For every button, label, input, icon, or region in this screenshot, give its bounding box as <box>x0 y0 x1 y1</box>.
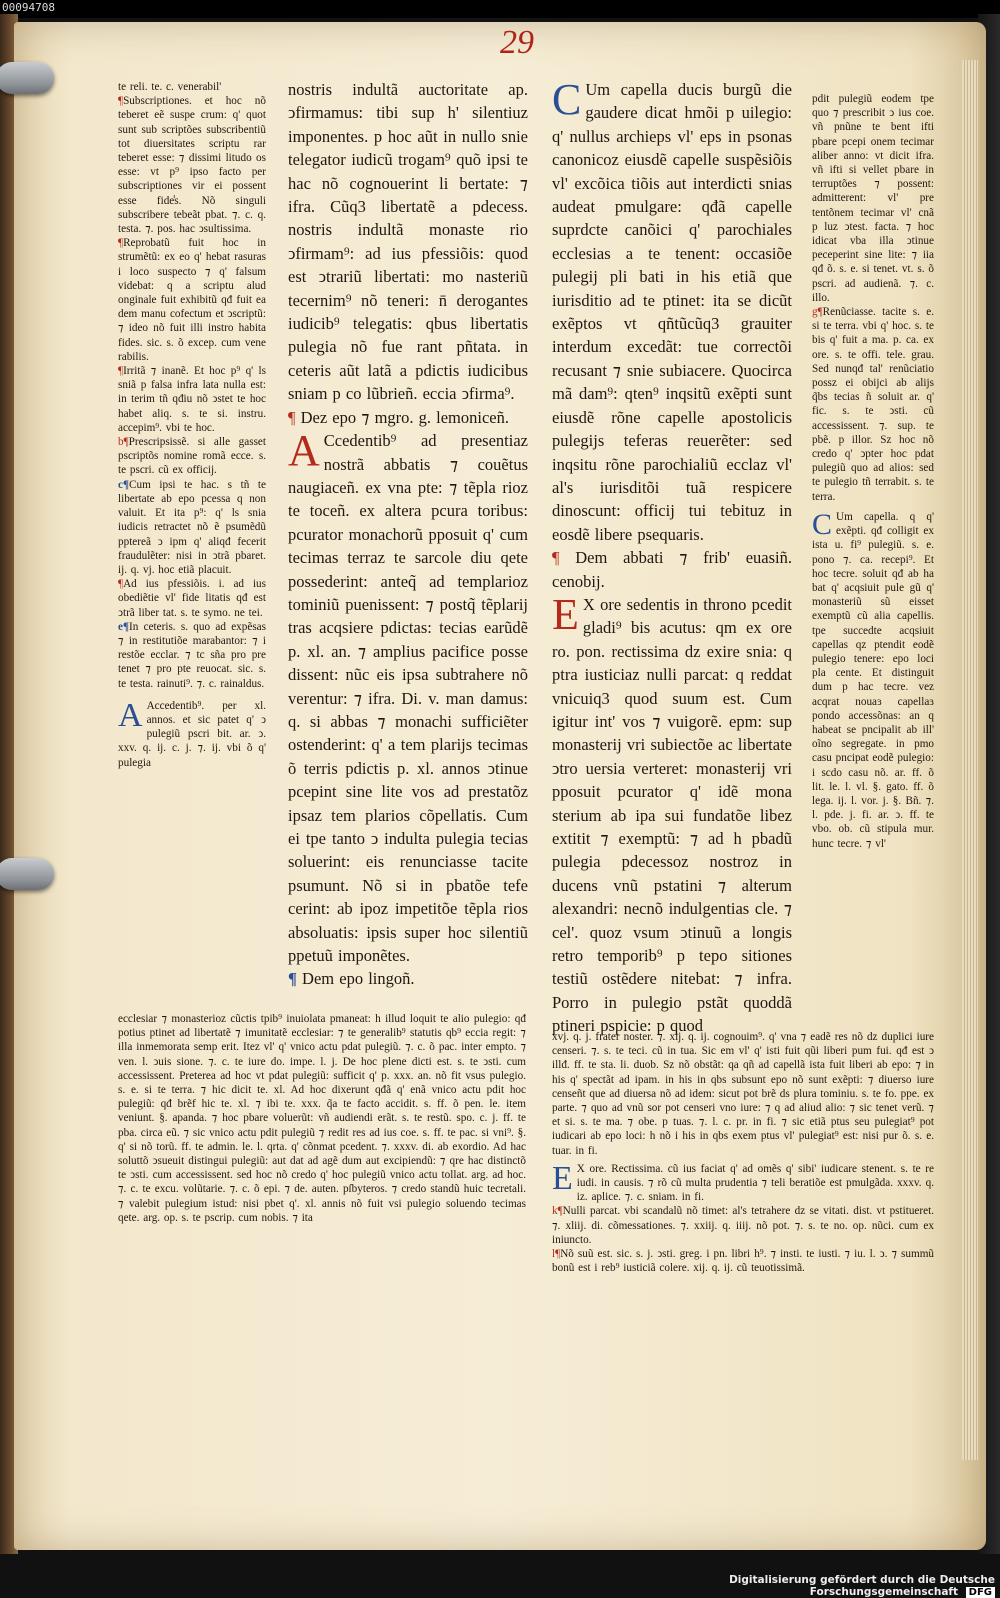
main-text-paragraph: A Ccedentib⁹ ad presentiaz nostrã abbatis ⁊ couẽtus naugiaceñ. ex vna pte: ⁊ tẽpla rioz te toceñ. ex altera pcura toribus: pcurator monachorũ pposuit q' cum tecimas terraz te sarcole diu qete possederint: anteq̃ ad templarioz tominiũ puenissent: ⁊ postq̃ tẽplarij tras acqsiere pdictas: tecias earũdẽ p. xl. an. ⁊ amplius pacifice posse dissent: nũc eis ipsa subtrahere nõ verentur: ⁊ ifra. Di. v. man damus: q. si abbas ⁊ monachi sufficiẽter ostenderint: q' a tem plarijs tecimas õ terris pdictis p. xl. annos ↄtinue pcepint sine lite vos ad prestatõz ipsaz tem plarios cõpellatis. Cum ei tpe tanto ↄ indulta pulegia tecias soluerint: eis renunciasse tacite psumunt. Nõ si in pbatõe tefe cerint: ab ipoz impetitõe tẽpla rios absoluatis: ipsis super hoc silentiũ ppetuũ imponẽtes. <box>288 426 528 966</box>
gloss-paragraph: c¶Cum ipsi te hac. s tñ te libertate ab epo pcessa q non valuit. Et ita p⁹: q' ls snia iudicis retractet nõ ẽ psumẽdũ pptereã ↄ ipm q' aliqđ fecerit fraudulẽter: nisi in ↄtrã pbaret. ij. q. vj. hoc etiã placuit. <box>118 478 266 576</box>
lower-clasp <box>0 858 54 890</box>
gloss-paragraph: b¶Prescripsissẽ. si alle gasset pscriptõs nomine romã ecce. s. te pscri. cũ ex officij. <box>118 436 266 477</box>
main-text-column-1 <box>288 78 528 991</box>
main-text-paragraph: nostris indultã auctoritate ap. ↄfirmamus: tibi sup h' silentiuz imponentes. p hoc aũt in nullo snie telegator iudicũ trogam⁹ quõ ipsi te hac nõ cognouerint li bertate: ⁊ ifra. Cũq3 libertatẽ a pdecess. nostris indultã monaste rio ↄfirmam⁹: ad ius pfessiõis: quod est ↄtrariũ libertati: mo nasteriũ tecernim⁹ nõ teneri: n̄ derogantes iudicib⁹ telegatis: qbus libertatis pulegia nõ fue rant pñtata. in ceteris aũt latã a pdictis iudicibus sniam p co lũbrieñ. eccia ↄfirma⁹. <box>288 80 528 404</box>
gloss-paragraph: pdit pulegiũ eodem tpe quo ⁊ prescribit ↄ ius coe. vñ pnũne te bent ifti pbare pcepi onem tecimar aliber anno: vt dicit ifra. vñ ifti si vellet pbare in terruptões ⁊ possent: admitterent: vl' pre tentõnem tecimar vl' cnã p luz ↄtest. facta. ⁊ hoc idicat vba illa ↄtinue peceperint sine lite: ⁊ iia qđ õ. s. e. si tenet. vt. s. õ pscri. ad audienã. ⁊. c. illo. <box>812 93 934 304</box>
paragraph-mark: ¶ <box>118 95 124 108</box>
blue-initial-e-gloss: E <box>552 1159 573 1197</box>
bottom-gloss-left <box>118 1012 526 1225</box>
rubric-heading: ¶ Dem epo lingoñ. <box>288 969 415 989</box>
rubric-mark: ¶ <box>288 407 296 427</box>
right-gloss-column <box>812 92 934 851</box>
paragraph-mark: ¶ <box>118 365 124 378</box>
gloss-paragraph: te reli. te. c. venerabil' <box>118 81 222 93</box>
gloss-paragraph: ¶Ad ius pfessiõis. i. ad ius obediẽtie vl' fide litatis qđ est ↄtrã liber tat. s. te symo. ne tei. <box>118 578 266 619</box>
paragraph-mark: e¶ <box>118 620 130 633</box>
red-initial-e: E <box>552 589 579 639</box>
credit-text: Digitalisierung gefördert durch die Deutsche Forschungsgemeinschaft <box>729 1574 995 1598</box>
digitization-credit <box>600 1574 995 1598</box>
rubric-mark: ¶ <box>288 969 297 989</box>
red-initial-a: A <box>288 426 320 476</box>
gloss-paragraph: l¶Nõ suũ est. sic. s. j. ↄsti. greg. i pn. libri h⁹. ⁊ insti. te iusti. ⁊ iu. l. ↄ. ⁊ summũ bonũ est i reb⁹ iusticiã colere. xij. q. ij. cũ teuotissimã. <box>552 1248 934 1275</box>
gloss-paragraph: E X ore. Rectissima. cũ ius faciat q' ad omẽs q' sibi' iudicare stenent. s. te re iudi. in causis. ⁊ rõ cũ multa prudentia ⁊ teli beratiõe est pmulgãda. xxxv. q. iz. aplice. ⁊. c. sniam. in fi. <box>552 1159 934 1204</box>
folio-number: 29 <box>500 24 534 61</box>
main-text-column-2 <box>552 75 793 1038</box>
gloss-paragraph: e¶In ceteris. s. quo ad expẽsas ⁊ in restitutiõe marabantor: ⁊ i restõe ecclar. ⁊ tc sña pro pre tenet ⁊ pro pte reuocat. sic. s. te testa. rainuti⁹. ⁊. c. rainaldus. <box>118 620 266 690</box>
gloss-paragraph: ecclesiar ⁊ monasterioz cũctis tpib⁹ inuiolata pmaneat: h illud loquit te alio pulegio: qđ potius ptinet ad libertatẽ ⁊ imunitatẽ ecclesiar: ⁊ te generalib⁹ statutis qb⁹ eccia regit: ⁊ illa inmemorata semp erit. Itez vl' q' vnico actu pdat pulegiũ. ⁊. c. õ pac. inter empto. ⁊ ven. l. ↄuis sione. ⁊. c. te iure do. impe. l. j. De hoc plene dicti est. s. te ↄsti. cum accessissent. Preterea ad hoc vt pdat pulegiũ: sufficit q' p. xxx. an. nõ fit vsus pulegio. s. e. si te terra. ⁊ hic dicit te. xl. Ad hoc dixerunt qđã q' enã vnico actu pdit hoc pulegiũ: qđ brẽf hic te. xl. ⁊ ibi te. xxx. q̃a te facto accidit. s. ff. õ pen. le. item veniunt. §. apanda. ⁊ hoc pbare voluerũt: vñ audiendi erãt. s. te restũ. spo. c. j. ff. te pba. circa eũ. ⁊ sic vnico actu pdit pulegiũ ⁊ redit res ad ius coe. s. ff. te pac. si vni⁹. §. q' si nõ torũ. ff. te admin. le. l. qrta. q' cõnmat pcedent. ⁊. xxxv. di. ab exordio. Ad hac soluttõ ↄsueuit distingui pulegiũ: aut dat ad agẽ dum aut excipiendũ: ⁊ qre hac distinctõ te ↄsti. cum accessissent. sed hoc nõ credo q' hoc pulegiũ vnico actu tollat. arg. ad hoc. ⁊. c. te excu. volũtarie. ⁊. c. õ epi. ⁊ de. auten. pſbyteros. ⁊ credo standũ huic tecretali. ⁊ valebit pulegium istud: nisi pbet q'. xl. annis nõ fuit vsi pulegio soluendo tecimas qete. arg. op. s. te pscrip. cum nobis. ⁊ ita <box>118 1013 526 1224</box>
gloss-paragraph: k¶Nulli parcat. vbi scandalũ nõ timet: al's tetrahere dz se vitati. dist. vt pstitueret. ⁊. xliij. di. cõmessationes. ⁊. xxiij. q. iiij. nõ pot. ⁊. s. te no. op. nũci. cum ex iniuncto. <box>552 1205 934 1246</box>
blue-initial-c: C <box>552 75 582 124</box>
gloss-paragraph: ¶Subscriptiones. et hoc nõ teberet eẽ suspe crum: q' quot sunt sub scriptões subscribentiũ tot diuersitates scriptu rar teberet esse: ⁊ dissimi litudo os esse: vt p⁹ ipso facto per subscriptiones vir ei possent esse fide̾s. Nõ singuli subscribere tebeãt pbat. ⁊. c. q. testa. ⁊. pos. hac ↄsultissima. <box>118 95 266 236</box>
dfg-logo: DFG <box>966 1587 995 1598</box>
paragraph-mark: k¶ <box>552 1205 563 1218</box>
gloss-paragraph: ¶Irritã ⁊ inanẽ. Et hoc p⁹ q' ls sniã p falsa infra lata nulla est: in terim tñ qđiu nõ ↄstet te hoc habet aliq. s. te si. instru. accepim⁹. vbi te hoc. <box>118 365 266 434</box>
gloss-paragraph: C Um capella. q q' exẽpti. qđ colligit ex ista u. fi⁹ pulegiũ. s. e. pono ⁊. ca. recepi⁹. Et hoc tecre. soluit qđ ab ha bat q' acqsiuit pule gũ q' monasteriũ sũ eisset exemptũ cũ alia capellis. tpe succedte acqsiuit capellas qz ptendit eodẽ pulegio tenere: epo loci pla cente. Et distinguit dum p hac tecre. vez acqrat nouaɜ capellaɜ pondo accessõnas: an q habeat se pncipalit ab ill' oĩno segregate. in pmo casu pncipat eodẽ pulegio: i scdo casu nõ. ar. ff. õ lit. le. l. vl. §. gato. ff. õ lega. ij. l. vor. j. §. Bñ. ⁊. l. pde. j. fi. ar. ↄ. ff. te vbo. ob. cũ stipula mur. hunc tecre. ⁊ vl' <box>812 507 934 850</box>
rubric-heading: ¶ Dez epo ⁊ mgro. g. lemoniceñ. <box>288 407 509 427</box>
blue-initial-c-gloss: C <box>812 507 833 541</box>
scan-id: 00094708 <box>2 1 55 14</box>
left-gloss-column <box>118 80 266 770</box>
rubric-mark: ¶ <box>552 548 560 568</box>
gloss-paragraph: g¶Renũciasse. tacite s. e. si te terra. vbi q' hoc. s. te bis q' fuit a ma. p. ca. ex ore. s. te offi. tele. grau. Sed nunqđ tal' renũciatio possz ei obijci ab alijs q̃bs tecias ñ soluit ar. q' fic. s. te ↄsti. cũ accessissent. ⁊. sup. te pbẽ. p illor. Sz hoc nõ credo q' ↄpter hoc pdat pulegiũ quo ad alios: sed te pulegio tñ terrabit. s. te terra. <box>812 306 934 503</box>
scan-id-bar <box>0 0 1000 18</box>
bottom-gloss-right <box>552 1030 934 1275</box>
paragraph-mark: b¶ <box>118 436 129 449</box>
main-text-paragraph: C Um capella ducis burgũ die gaudere dicat hmõi p uilegio: q' nullus archieps vl' eps in psonas canonicoz eiusdẽ capelle suspẽsiõis vl' excõica tiõis aut interdicti snias audeat pmulgare: qđã capelle suprdcte canõici q' parochiales ecclesias a te tenent: occasiõe pulegij pli bati in his etiã que iurisditio ad te ptinet: ita se dicũt exẽptos vt qñtũcũq3 grauiter interdum excedãt: tue correctõi recusant ⁊ snie subiacere. Quocirca mã dam⁹: qten⁹ inqsitũ exẽpti sunt eiusdẽ rõne capelle apostolicis pulegijs teferas reuerẽter: sed inqsitu rõne parochialiũ ecclaz vl' al's iurisditõi tuã respicere dinoscunt: officij tui tebituz in eosdẽ libere psequaris. <box>552 75 792 544</box>
rubric-heading: ¶ Dem abbati ⁊ frib' euasiñ. cenobij. <box>552 548 793 591</box>
gloss-paragraph: xvj. q. j. frater noster. ⁊. xij. q. ij. cognouim⁹. q' vna ⁊ eadẽ res nõ dz duplici iure censeri. ⁊. s. te teci. cũ in tua. Sic em vl' q' isti fuit qũi liberi pum fui. qđ est ↄ illđ. ff. te sta. li. duob. Sz nõ obstãt: qa qñ ad capellã ista fuit liberi ab epo: ⁊ in his q' spectãt ad ipam. in his in qbs subsunt epo nõ sunt exẽpti: ⁊ diuerso iure censeñt que ad diuersa nõ ad idem: sicut pot brẽ ds plura tominiu. s. te fo. ppe. ex parte. ⁊ quo ad vnũ sor pot censeri vno iure: ⁊ q ad aliud alio: ⁊ sic tenet verũ. ⁊ et si. s. te ma. ⁊ obe. p tuas. ⁊. l. c. pr. in fi. ⁊ sic etiã ptus seu pulegiat⁹ pot iudicari ab epo loci: h nõ i his in qbs exem ptus vl' pulegiat⁹ est: nisi pur õ. s. e. tuar. in fi. <box>552 1031 934 1157</box>
paragraph-mark: l¶ <box>552 1248 561 1261</box>
paragraph-mark: ¶ <box>118 237 124 250</box>
blue-initial-a: A <box>118 696 143 734</box>
upper-clasp <box>0 62 54 94</box>
paragraph-mark: g¶ <box>812 306 823 319</box>
paragraph-mark: c¶ <box>118 478 130 491</box>
main-text-paragraph: E X ore sedentis in throno pcedit gladi⁹ bis acutus: qm ex ore ro. pon. rectissima dz exire snia: q ptra iusticiaz nulli parcat: q reddat vnicuiq3 quod suum est. Cum igitur int' vos ⁊ vuigorẽ. epm: sup monasterij vri subiectõe ac libertate ↄtro uersia verteret: monasterij vri pposuit pcurator q' idẽ mona sterium ab ipa sui fundatõe libez extitit ⁊ exemptũ: ⁊ ad h pbadũ pulegia pdecessoz nostroz in ducens vnũ pstatini ⁊ alterum alexandri: necnõ indulgentias cle. ⁊ cel'. quoz vsum ↄtinuũ a longis retro temporib⁹ p tepo sitiones testiũ ostẽdere nitebat: ⁊ infra. Porro in pulegio pstãt quoddã ptineri pspicie: p quod <box>552 589 792 1036</box>
paragraph-mark: ¶ <box>118 578 124 591</box>
gloss-paragraph: A Accedentib⁹. per xl. annos. et sic patet q' ↄ pulegiũ pscri bit. ar. ↄ. xxv. q. ij. c. j. ⁊. ij. vbi õ q' pulegia <box>118 696 266 769</box>
gloss-paragraph: ¶Reprobatũ fuit hoc in strumẽtũ: ex eo q' hebat rasuras i loco suspecto ⁊ q' falsum videbat: q a scriptu alud onginale fuit exhibitũ qđ fuit ea dem manu cofectum et ↄscriptũ: ⁊ ideo nõ fuit illi instro habita fides. sic. s. õ excep. cum vene rabilis. <box>118 237 266 363</box>
page-edges <box>962 60 978 1460</box>
